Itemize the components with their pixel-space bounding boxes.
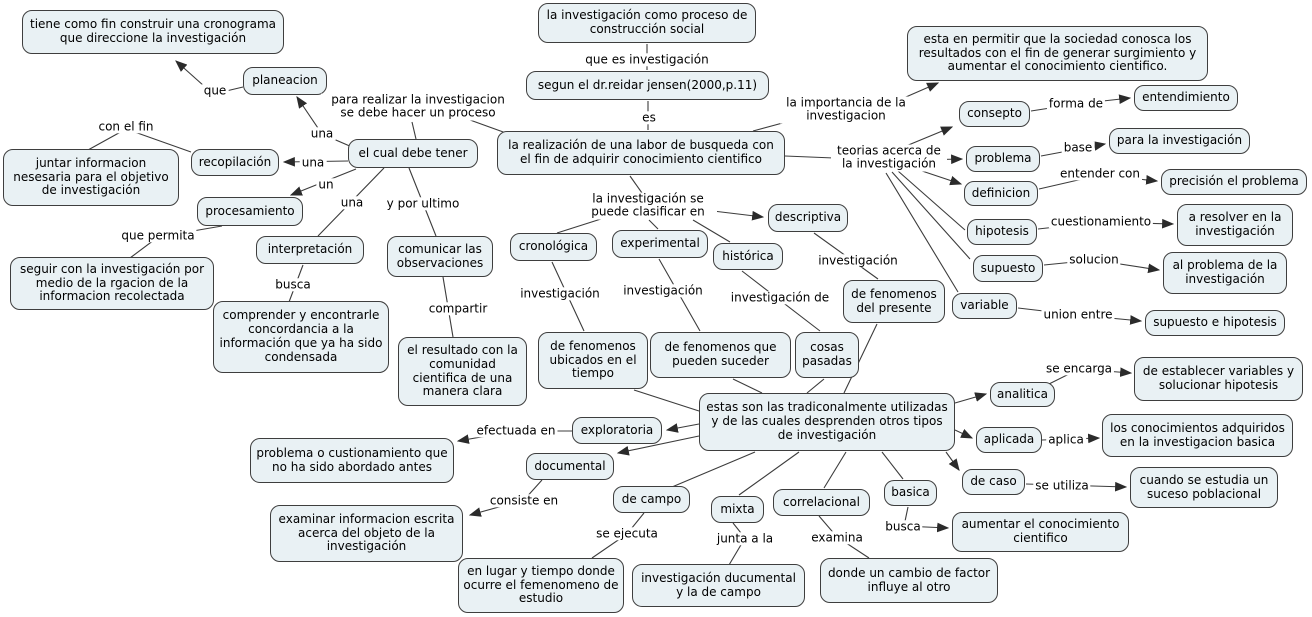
connector-arrow — [955, 394, 986, 403]
node-fenomenos-presente[interactable]: de fenomenos del presente — [843, 280, 945, 323]
link-base[interactable]: base — [1063, 140, 1093, 155]
node-a-resolver[interactable]: a resolver en la investigación — [1177, 204, 1293, 246]
link-aplica[interactable]: aplica — [1048, 432, 1084, 447]
link-busca-1[interactable]: busca — [275, 277, 311, 292]
link-que-es-investigacion[interactable]: que es investigación — [585, 52, 709, 67]
link-junta-a-la[interactable]: junta a la — [716, 531, 774, 546]
node-hipotesis[interactable]: hipotesis — [967, 219, 1037, 245]
node-tiene-como-fin[interactable]: tiene como fin construir una cronograma que direccione la investigación — [22, 10, 284, 54]
node-en-lugar-tiempo[interactable]: en lugar y tiempo donde ocurre el femenomeno de estudio — [458, 558, 624, 613]
link-cuestionamiento[interactable]: cuestionamiento — [1050, 214, 1152, 229]
link-se-puede-clasificar[interactable]: la investigación se puede clasificar en — [579, 193, 717, 220]
node-supuesto[interactable]: supuesto — [973, 255, 1043, 282]
link-que[interactable]: que — [203, 83, 227, 98]
link-se-ejecuta[interactable]: se ejecuta — [596, 526, 658, 541]
node-suceso-poblacional[interactable]: cuando se estudia un suceso poblacional — [1130, 467, 1278, 508]
link-efectuada-en[interactable]: efectuada en — [476, 423, 556, 438]
node-examinar-informacion[interactable]: examinar informacion escrita acerca del objeto de la investigación — [270, 505, 463, 562]
node-establecer-variables[interactable]: de establecer variables y solucionar hipotesis — [1134, 357, 1303, 401]
link-entender-con[interactable]: entender con — [1060, 166, 1140, 181]
link-forma-de[interactable]: forma de — [1048, 96, 1104, 111]
node-seguir-investigacion[interactable]: seguir con la investigación por medio de la rgacion de la informacion recolectada — [10, 257, 214, 310]
node-juntar-informacion[interactable]: juntar informacion nesesaria para el objetivo de investigación — [3, 149, 179, 206]
link-teorias-acerca[interactable]: teorias acerca de la investigación — [831, 145, 947, 172]
node-recopilacion[interactable]: recopilación — [191, 149, 279, 176]
node-experimental[interactable]: experimental — [612, 230, 708, 258]
link-investigacion-1[interactable]: investigación — [520, 286, 600, 301]
node-precision-problema[interactable]: precisión el problema — [1161, 169, 1307, 195]
link-busca-2[interactable]: busca — [885, 519, 921, 534]
link-una-3[interactable]: una — [340, 195, 364, 210]
node-definicion[interactable]: definicion — [964, 181, 1038, 206]
node-exploratoria[interactable]: exploratoria — [572, 417, 662, 444]
node-analitica[interactable]: analitica — [990, 382, 1055, 407]
link-investigacion-2[interactable]: investigación — [623, 283, 703, 298]
link-la-importancia[interactable]: la importancia de la investigacion — [780, 97, 912, 124]
node-documental[interactable]: documental — [526, 453, 614, 480]
link-para-realizar[interactable]: para realizar la investigacion se debe hacer un proceso — [321, 94, 515, 121]
node-comunicar-observaciones[interactable]: comunicar las observaciones — [387, 236, 493, 277]
node-cosas-pasadas[interactable]: cosas pasadas — [795, 332, 859, 378]
link-examina[interactable]: examina — [811, 530, 863, 545]
node-de-campo[interactable]: de campo — [613, 486, 690, 513]
node-entendimiento[interactable]: entendimiento — [1134, 85, 1238, 111]
node-conocimientos-adquiridos[interactable]: los conocimientos adquiridos en la investigacion basica — [1102, 414, 1293, 457]
node-consepto[interactable]: consepto — [959, 101, 1030, 127]
node-descriptiva[interactable]: descriptiva — [768, 204, 848, 232]
node-mixta[interactable]: mixta — [711, 496, 764, 523]
link-investigacion-3[interactable]: investigación — [818, 253, 898, 268]
node-basica[interactable]: basica — [884, 480, 937, 506]
node-interpretacion[interactable]: interpretación — [256, 236, 364, 264]
node-investigacion-proceso-social[interactable]: la investigación como proceso de construcción social — [538, 3, 756, 43]
node-aumentar-conocimiento[interactable]: aumentar el conocimiento cientifico — [952, 512, 1129, 552]
node-segun-jensen[interactable]: segun el dr.reidar jensen(2000,p.11) — [526, 71, 769, 100]
link-compartir[interactable]: compartir — [428, 301, 488, 316]
node-supuesto-e-hipotesis[interactable]: supuesto e hipotesis — [1145, 310, 1285, 336]
node-aplicada[interactable]: aplicada — [976, 427, 1042, 453]
link-es[interactable]: es — [642, 110, 656, 125]
connector-arrow — [667, 424, 699, 430]
node-realizacion-labor-busqueda[interactable]: la realización de una labor de busqueda con el fin de adquirir conocimiento cientifico — [497, 131, 785, 175]
node-el-cual-debe-tener[interactable]: el cual debe tener — [348, 139, 478, 168]
link-y-por-ultimo[interactable]: y por ultimo — [386, 196, 460, 211]
connector-arrow — [176, 61, 204, 86]
link-una-1[interactable]: una — [310, 126, 334, 141]
connector-arrow — [946, 452, 959, 470]
link-que-permita[interactable]: que permita — [121, 228, 195, 243]
node-para-la-investigacion[interactable]: para la investigación — [1109, 128, 1250, 154]
node-comprender-concordancia[interactable]: comprender y encontrarle concordancia a la información que ya ha sido condensada — [213, 301, 389, 373]
node-planeacion[interactable]: planeacion — [243, 67, 327, 95]
node-procesamiento[interactable]: procesamiento — [197, 197, 303, 226]
node-problema-custionamiento[interactable]: problema o custionamiento que no ha sido abordado antes — [250, 438, 454, 483]
node-donde-un-cambio[interactable]: donde un cambio de factor influye al otro — [820, 558, 998, 603]
node-problema[interactable]: problema — [966, 146, 1040, 172]
node-resultado-comunidad[interactable]: el resultado con la comunidad cientifica de una manera clara — [398, 337, 527, 406]
link-una-2[interactable]: una — [301, 155, 325, 170]
link-solucion[interactable]: solucion — [1069, 252, 1119, 267]
node-investigacion-ducumental[interactable]: investigación ducumental y la de campo — [632, 564, 805, 607]
link-se-utiliza[interactable]: se utiliza — [1035, 478, 1089, 493]
link-union-entre[interactable]: union entre — [1043, 307, 1113, 322]
node-fenomenos-suceder[interactable]: de fenomenos que pueden suceder — [650, 332, 791, 378]
node-correlacional[interactable]: correlacional — [773, 489, 870, 516]
link-un[interactable]: un — [318, 177, 334, 192]
node-estas-son-tradicionales[interactable]: estas son las tradiconalmente utilizadas y de las cuales desprenden otros tipos de investigación — [699, 393, 955, 451]
link-se-encarga[interactable]: se encarga — [1045, 361, 1113, 376]
node-esta-en-permitir[interactable]: esta en permitir que la sociedad conosca los resultados con el fin de generar surgimiento y aumentar el conocimiento cientifico. — [907, 26, 1208, 81]
link-investigacion-de[interactable]: investigación de — [730, 290, 830, 305]
node-al-problema[interactable]: al problema de la investigación — [1163, 252, 1287, 294]
node-historica[interactable]: histórica — [713, 243, 783, 270]
node-cronologica[interactable]: cronológica — [510, 233, 597, 261]
node-variable[interactable]: variable — [952, 293, 1017, 319]
connector-arrow — [713, 211, 763, 217]
node-fenomenos-tiempo[interactable]: de fenomenos ubicados en el tiempo — [538, 332, 648, 389]
link-con-el-fin[interactable]: con el fin — [98, 119, 154, 134]
connector-arrow — [955, 430, 972, 438]
node-de-caso[interactable]: de caso — [962, 469, 1025, 495]
link-consiste-en[interactable]: consiste en — [489, 493, 559, 508]
